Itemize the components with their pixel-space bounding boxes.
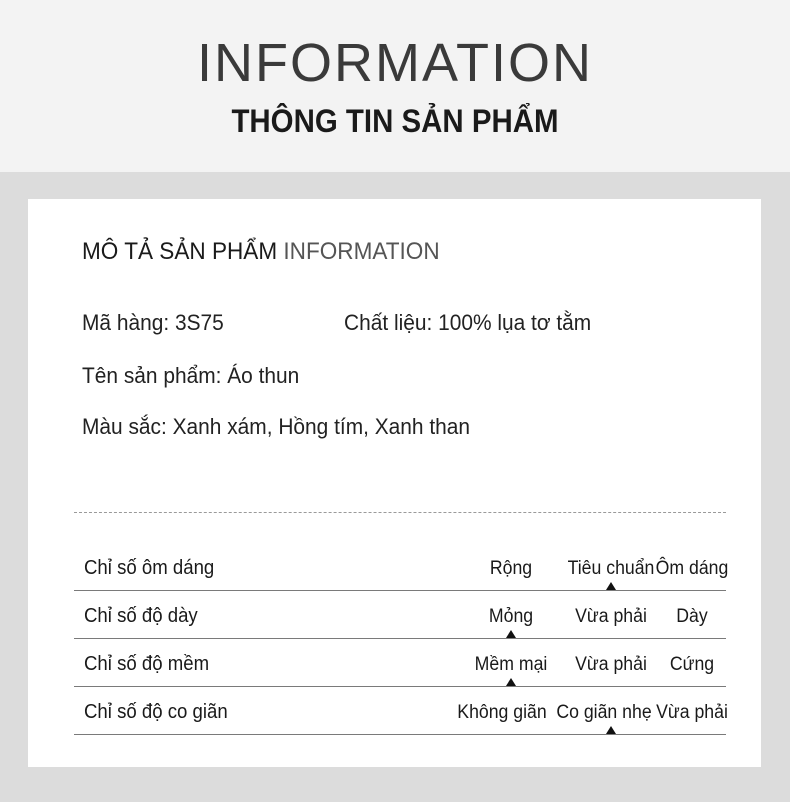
product-info-card [28, 199, 761, 767]
material-text: Chất liệu: 100% lụa tơ tằm [344, 310, 592, 335]
index-option: Mỏng [488, 606, 534, 627]
index-option: Mềm mại [474, 654, 548, 675]
index-option: Co giãn nhẹ [556, 702, 652, 723]
sku-text: Mã hàng: 3S75 [82, 310, 224, 335]
selected-marker-icon [506, 630, 516, 638]
index-label: Chỉ số độ co giãn [84, 701, 228, 723]
index-label: Chỉ số độ dày [84, 605, 198, 627]
index-option: Không giãn [457, 702, 547, 723]
index-option: Vừa phải [656, 702, 728, 723]
index-option: Rộng [489, 558, 533, 579]
index-row-thickness [74, 590, 726, 639]
product-name-text: Tên sản phẩm: Áo thun [82, 363, 300, 388]
selected-marker-icon [606, 582, 616, 590]
index-option: Vừa phải [575, 654, 647, 675]
index-option: Vừa phải [575, 606, 647, 627]
page-title: INFORMATION [197, 33, 593, 93]
index-option: Ôm dáng [655, 558, 729, 579]
colors-text: Màu sắc: Xanh xám, Hồng tím, Xanh than [82, 414, 471, 439]
section-title-en: INFORMATION [283, 238, 440, 265]
header-band [0, 0, 790, 172]
index-label: Chỉ số ôm dáng [84, 557, 215, 579]
dashed-divider [74, 512, 726, 513]
index-row-stretch [74, 686, 726, 735]
index-row-fit [74, 542, 729, 591]
index-option: Cứng [669, 654, 715, 675]
index-option: Dày [676, 606, 708, 627]
index-row-softness [74, 638, 726, 687]
index-option: Tiêu chuẩn [567, 558, 655, 579]
section-title [82, 237, 440, 267]
selected-marker-icon [606, 726, 616, 734]
selected-marker-icon [506, 678, 516, 686]
index-label: Chỉ số độ mềm [84, 653, 210, 675]
page-subtitle: THÔNG TIN SẢN PHẨM [231, 103, 559, 139]
section-title-main: MÔ TẢ SẢN PHẨM [82, 238, 278, 265]
